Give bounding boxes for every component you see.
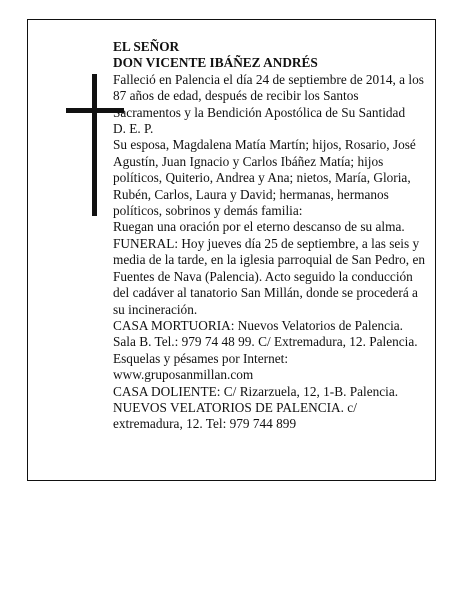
death-paragraph: Falleció en Palencia el día 24 de septiembre de 2014, a los 87 años de edad, después de recibir los Santos Sacramentos y la Bendición Apostólica de Su Santidad xyxy=(113,71,424,120)
velatorios-paragraph: NUEVOS VELATORIOS DE PALENCIA. c/ extremadura, 12. Tel: 979 744 899 xyxy=(113,399,357,432)
heading-title: EL SEÑOR xyxy=(113,39,180,54)
dep-line: D. E. P. xyxy=(113,121,154,137)
deceased-name: DON VICENTE IBÁÑEZ ANDRÉS xyxy=(113,55,318,71)
mortuary-paragraph: CASA MORTUORIA: Nuevos Velatorios de Palencia. Sala B. Tel.: 979 74 48 99. C/ Extremadura, 12. Palencia. xyxy=(113,317,418,350)
funeral-paragraph: FUNERAL: Hoy jueves día 25 de septiembre, a las seis y media de la tarde, en la iglesia parroquial de San Pedro, en Fuentes de Nava (Palencia). Acto seguido la conducción del cadáver al tanatorio San Millán, donde se procederá a su incineración. xyxy=(113,235,425,317)
obituary-text xyxy=(113,39,428,433)
mourning-house-paragraph: CASA DOLIENTE: C/ Rizarzuela, 12, 1-B. Palencia. xyxy=(113,383,399,399)
family-paragraph: Su esposa, Magdalena Matía Martín; hijos, Rosario, José Agustín, Juan Ignacio y Carlos Ibáñez Matía; hijos políticos, Quiterio, Andrea y Ana; nietos, María, Gloria, Rubén, Carlos, Laura y David; hermanas, hermanos políticos, sobrinos y demás familia: xyxy=(113,137,416,219)
prayer-line: Ruegan una oración por el eterno descanso de su alma. xyxy=(113,219,405,235)
internet-label: Esquelas y pésames por Internet: xyxy=(113,350,289,366)
cross-vertical-bar xyxy=(92,74,97,216)
internet-url: www.gruposanmillan.com xyxy=(113,367,254,383)
